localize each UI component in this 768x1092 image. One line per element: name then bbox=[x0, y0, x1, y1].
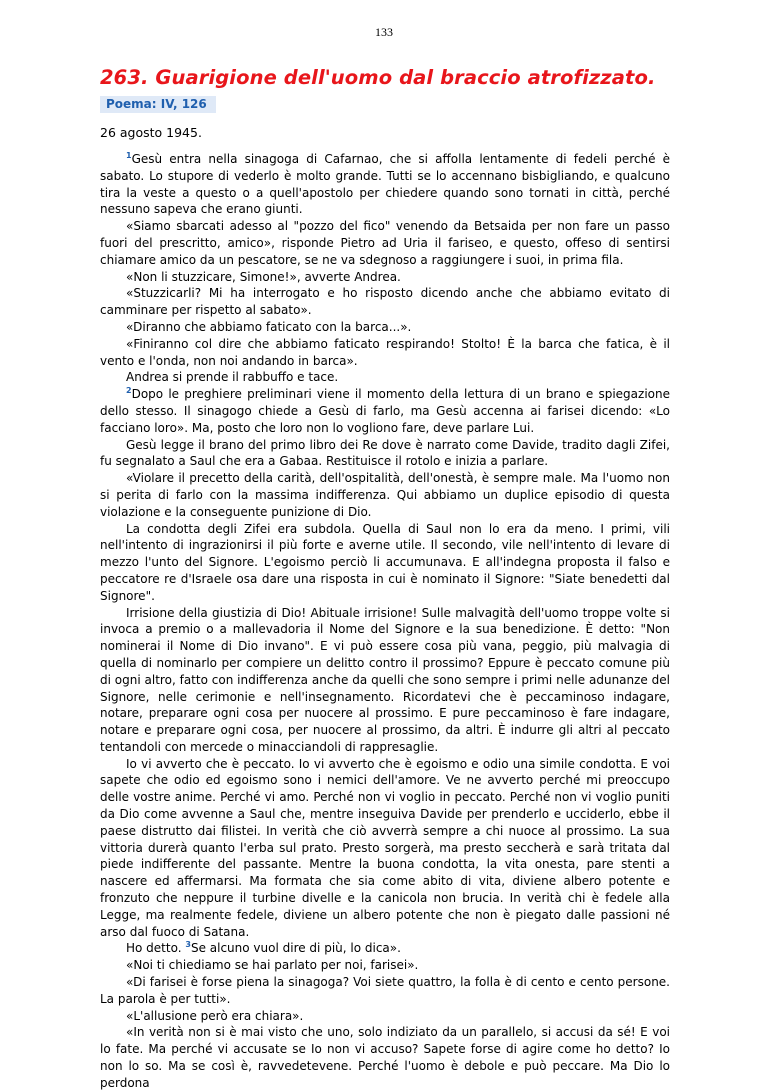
paragraph: Ho detto. $^3$Se alcuno vuol dire di più, lo dica». bbox=[126, 940, 401, 956]
paragraph: «Siamo sbarcati adesso al "pozzo del fico" venendo da Betsaida per non fare un passo fuori del prescritto, amico», risponde Pietro ad Uria il fariseo, e questo, offeso di sentirsi chiamare amico da un pescatore, se ne va sdegnoso a raggiungere i suoi, in prima fila. bbox=[100, 219, 670, 267]
paragraph: «Di farisei è forse piena la sinagoga? Voi siete quattro, la folla è di cento e cento persone. La parola è per tutti». bbox=[100, 975, 670, 1006]
paragraph: Io vi avverto che è peccato. Io vi avverto che è egoismo e odio una simile condotta. E voi sapete che odio ed egoismo sono i nemici dell'amore. Ve ne avverto perché mi preoccupo delle vostre anime. Perché vi amo. Perché non vi voglio in peccato. Perché non vi voglio puniti da Dio come avvenne a Saul che, mentre inseguiva Davide per prenderlo e ucciderlo, ebbe il paese distrutto dai filistei. In verità che ciò avverrà sempre a chi nuoce al prossimo. La sua vittoria durerà quanto l'erba sul prato. Presto sorgerà, ma presto seccherà e sarà tritata dal piede indifferente del passante. Mentre la buona condotta, la vita onesta, pare stenti a nascere ed affermarsi. Ma formata che sia come abito di vita, diviene albero potente e fronzuto che neppure il turbine divelle e la canicola non brucia. In verità chi è fedele alla Legge, ma realmente fedele, diviene un albero potente che non è piegato dalle passioni né arso dal fuoco di Satana. bbox=[100, 756, 670, 939]
verse-marker: 3 bbox=[185, 940, 191, 950]
paragraph: «L'allusione però era chiara». bbox=[126, 1008, 304, 1023]
paragraph: «Noi ti chiediamo se hai parlato per noi, farisei». bbox=[126, 958, 419, 973]
poema-reference-badge: Poema: IV, 126 bbox=[100, 96, 216, 113]
paragraph: «Diranno che abbiamo faticato con la barca...». bbox=[126, 319, 412, 334]
paragraph: «Finiranno col dire che abbiamo faticato respirando! Stolto! È la barca che fatica, è il vento e l'onda, non noi andando in barca». bbox=[100, 336, 670, 368]
paragraph: $^2$Dopo le preghiere preliminari viene il momento della lettura di un brano e spiegazione dello stesso. Il sinagogo chiede a Gesù di farlo, ma Gesù accenna ai farisei dicendo: «Lo facciano loro». Ma, posto che loro non lo vogliono fare, deve parlare Lui. bbox=[100, 386, 670, 435]
paragraph: «Violare il precetto della carità, dell'ospitalità, dell'onestà, è sempre male. Ma l'uomo non si perita di farlo con la massima indifferenza. Qui abbiamo un duplice episodio di questa violazione e la conseguente punizione di Dio. bbox=[100, 471, 670, 519]
paragraph: Gesù legge il brano del primo libro dei Re dove è narrato come Davide, tradito dagli Zifei, fu segnalato a Saul che era a Gabaa. Restituisce il rotolo e inizia a parlare. bbox=[100, 437, 670, 469]
date-line: 26 agosto 1945. bbox=[100, 125, 202, 140]
chapter-title: 263. Guarigione dell'uomo dal braccio atrofizzato. bbox=[100, 66, 656, 89]
paragraph: Irrisione della giustizia di Dio! Abituale irrisione! Sulle malvagità dell'uomo troppe volte si invoca a premio o a mallevadoria il Nome del Signore e la sua benedizione. È detto: "Non nominerai il Nome di Dio invano". E vi può essere cosa più vana, peggio, più malvagia di quella di nominarlo per compiere un delitto contro il prossimo? Eppure è peccato comune più di ogni altro, fatto con indifferenza anche da quelli che sono sempre i primi nelle adunanze del Signore, nelle cerimonie e nell'insegnamento. Ricordatevi che è peccaminoso indagare, notare, preparare ogni cosa per nuocere al prossimo. E pure peccaminoso è fare indagare, notare e preparare ogni cosa, per nuocere al prossimo, da altri. È indurre gli altri al peccato tentandoli con mercede o minacciandoli di rappresaglie. bbox=[100, 605, 670, 754]
verse-marker: 2 bbox=[126, 386, 132, 396]
page-number: 133 bbox=[375, 25, 393, 39]
paragraph: La condotta degli Zifei era subdola. Quella di Saul non lo era da meno. I primi, vili nell'intento di ingrazionirsi il più forte e averne utile. Il secondo, vile nell'intento di levare di mezzo l'unto del Signore. L'egoismo perciò li accumunava. E all'indegna proposta il falso e peccatore re d'Israele osa dare una risposta in cui è nominato il Signore: "Siate benedetti dal Signore". bbox=[100, 521, 670, 603]
paragraph: «Stuzzicarli? Mi ha interrogato e ho risposto dicendo anche che abbiamo evitato di camminare per rispetto al sabato». bbox=[100, 286, 670, 318]
paragraph: $^1$Gesù entra nella sinagoga di Cafarnao, che si affolla lentamente di fedeli perché è sabato. Lo stupore di vederlo è molto grande. Tutti se lo accennano bisbigliando, e qualcuno tira la veste a questo o a quell'apostolo per chiedere quando sono tornati in città, perché nessuno sapeva che erano giunti. bbox=[100, 151, 670, 217]
body-text bbox=[100, 151, 670, 1092]
paragraph: «In verità non si è mai visto che uno, solo indiziato da un parallelo, si accusi da sé! E voi lo fate. Ma perché vi accusate se Io non vi accuso? Sapete forse di agire come ho detto? Io non lo so. Ma se così è, ravvedetevene. Perché l'uomo è debole e può peccare. Ma Dio lo perdona bbox=[100, 1025, 670, 1090]
paragraph: «Non li stuzzicare, Simone!», avverte Andrea. bbox=[126, 269, 401, 284]
verse-marker: 1 bbox=[126, 151, 132, 160]
paragraph: Andrea si prende il rabbuffo e tace. bbox=[126, 370, 339, 385]
